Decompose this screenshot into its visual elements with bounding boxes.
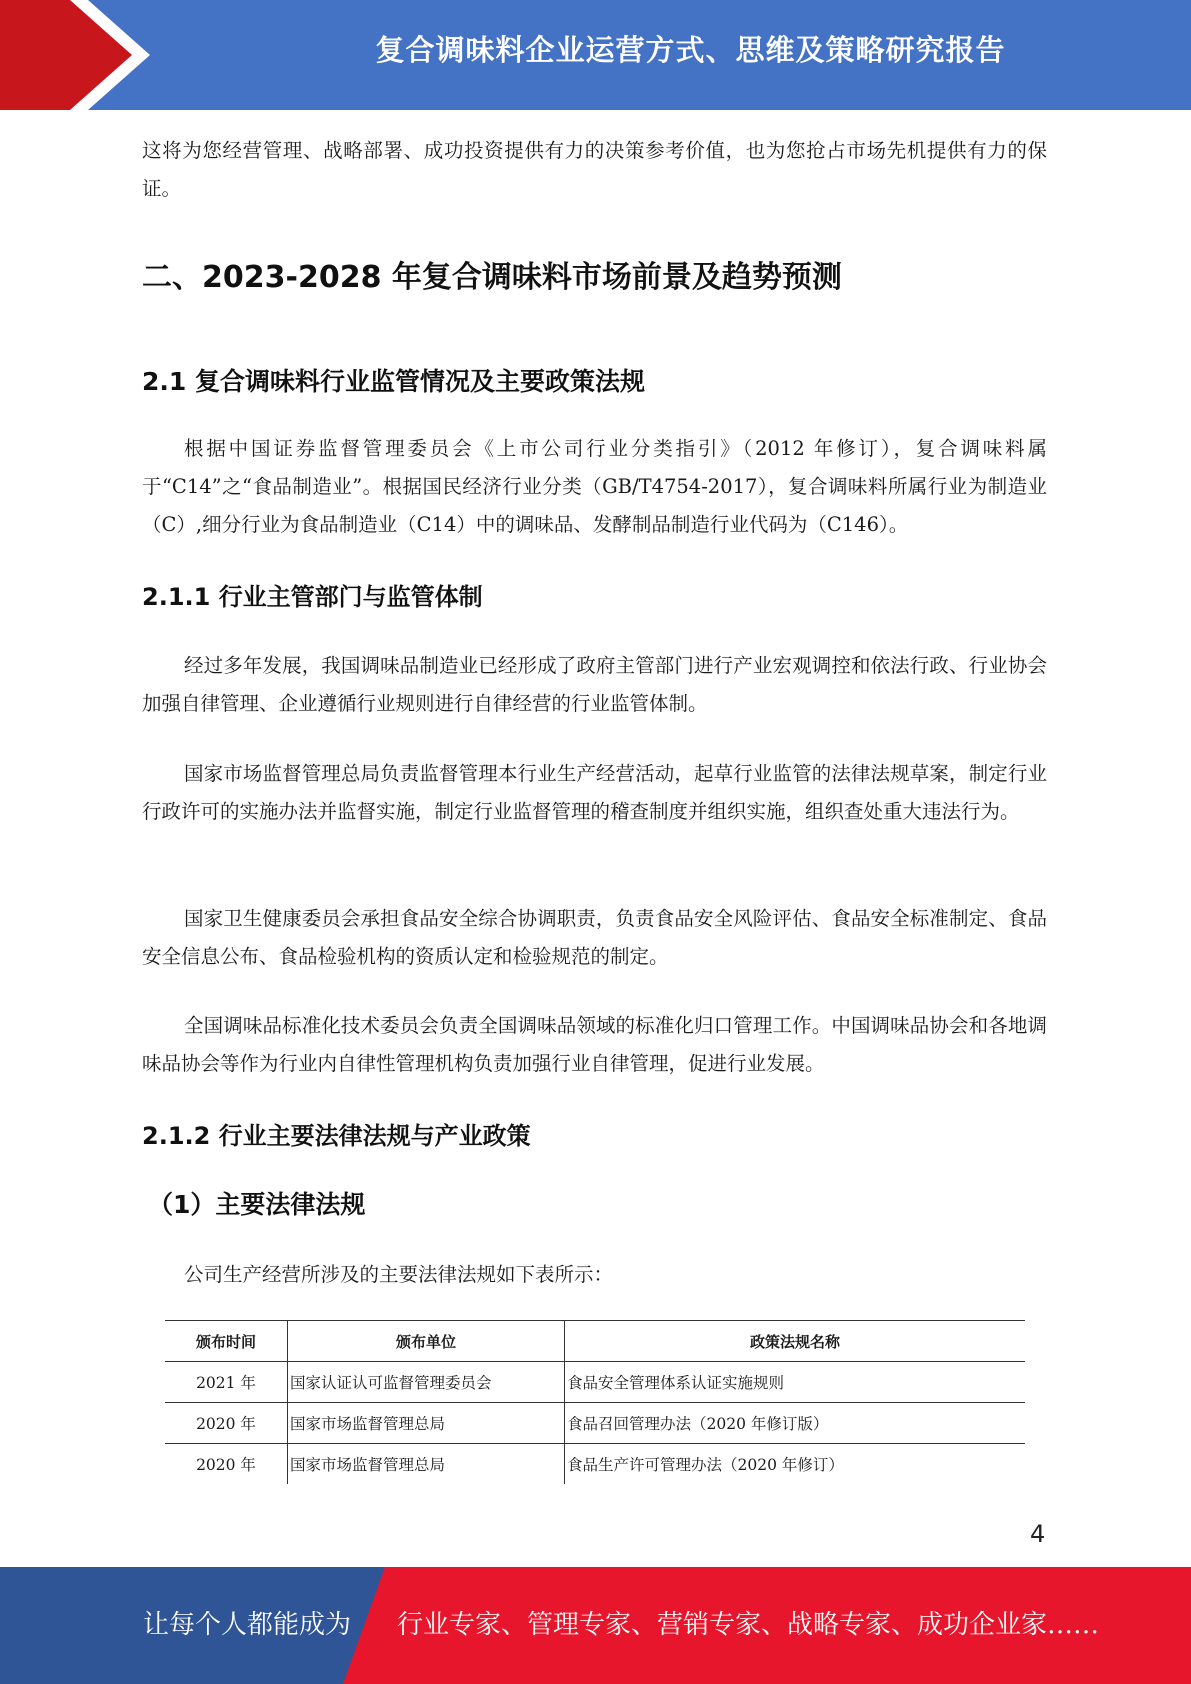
footer-slogan-right: 行业专家、管理专家、营销专家、战略专家、成功企业家…… [397,1610,1100,1640]
laws-table [165,1320,1025,1484]
table-intro: 公司生产经营所涉及的主要法律法规如下表所示： [184,1263,614,1286]
cell-date: 2021 年 [165,1362,288,1403]
cell-issuer: 国家市场监督管理总局 [288,1444,565,1485]
table-header-row [165,1321,1025,1362]
section-2-1-1-paragraph-2: 国家市场监督管理总局负责监督管理本行业生产经营活动，起草行业监管的法律法规草案，制定行业行政许可的实施办法并监督实施，制定行业监督管理的稽查制度并组织实施，组织查处重大违法行为。 [142,762,1047,823]
cell-regulation: 食品生产许可管理办法（2020 年修订） [565,1444,1026,1485]
column-header-regulation: 政策法规名称 [565,1321,1026,1362]
footer-banner [0,1567,1191,1684]
section-2-1-1-heading: 2.1.1 行业主管部门与监管体制 [142,583,483,611]
cell-date: 2020 年 [165,1403,288,1444]
subsection-1-heading: （1）主要法律法规 [148,1190,366,1219]
report-title: 复合调味料企业运营方式、思维及策略研究报告 [375,33,1006,67]
header-banner [0,0,1191,110]
table-row [165,1444,1025,1485]
section-2-1-1-paragraph-3: 国家卫生健康委员会承担食品安全综合协调职责，负责食品安全风险评估、食品安全标准制定、食品安全信息公布、食品检验机构的资质认定和检验规范的制定。 [142,907,1047,968]
page-number: 4 [1030,1520,1046,1548]
cell-issuer: 国家认证认可监督管理委员会 [288,1362,565,1403]
intro-paragraph: 这将为您经营管理、战略部署、成功投资提供有力的决策参考价值，也为您抢占市场先机提供有力的保证。 [142,139,1047,200]
section-2-1-1-paragraph-1: 经过多年发展，我国调味品制造业已经形成了政府主管部门进行产业宏观调控和依法行政、行业协会加强自律管理、企业遵循行业规则进行自律经营的行业监管体制。 [142,654,1047,715]
column-header-date: 颁布时间 [165,1321,288,1362]
footer-slogan-left: 让每个人都能成为 [143,1610,352,1640]
section-2-1-heading: 2.1 复合调味料行业监管情况及主要政策法规 [142,367,645,396]
cell-regulation: 食品召回管理办法（2020 年修订版） [565,1403,1026,1444]
section-2-heading: 二、2023-2028 年复合调味料市场前景及趋势预测 [142,260,842,295]
section-2-1-1-paragraph-4: 全国调味品标准化技术委员会负责全国调味品领域的标准化归口管理工作。中国调味品协会和各地调味品协会等作为行业内自律性管理机构负责加强行业自律管理，促进行业发展。 [142,1014,1047,1075]
cell-issuer: 国家市场监督管理总局 [288,1403,565,1444]
section-2-1-2-heading: 2.1.2 行业主要法律法规与产业政策 [142,1122,531,1150]
section-2-1-paragraph: 根据中国证券监督管理委员会《上市公司行业分类指引》（2012 年修订），复合调味料属于“C14”之“食品制造业”。根据国民经济行业分类（GB/T4754-2017），复合调味料所属行业为制造业（C）,细分行业为食品制造业（C14）中的调味品、发酵制品制造行业代码为（C146）。 [142,437,1047,536]
table-row [165,1403,1025,1444]
cell-date: 2020 年 [196,1456,256,1474]
table-row [165,1362,1025,1403]
cell-regulation: 食品安全管理体系认证实施规则 [565,1362,1026,1403]
column-header-issuer: 颁布单位 [288,1321,565,1362]
